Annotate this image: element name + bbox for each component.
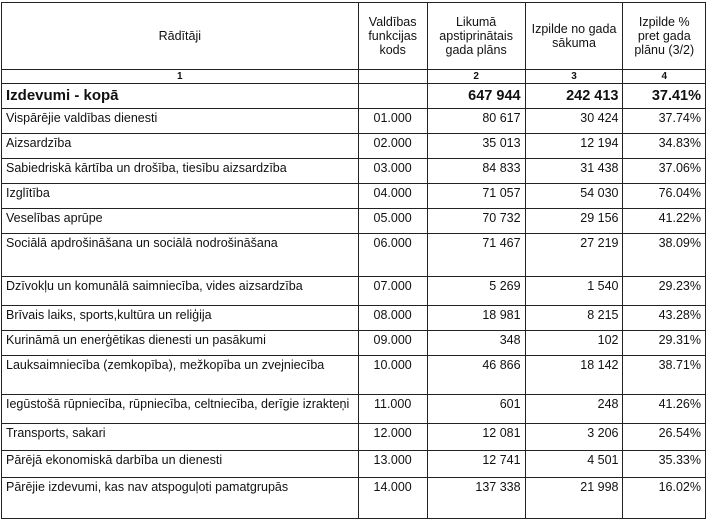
row-code: 12.000 <box>358 424 427 451</box>
row-pct: 34.83% <box>623 134 706 159</box>
row-pct: 38.09% <box>623 234 706 277</box>
row-pct: 16.02% <box>623 478 706 519</box>
col-number-empty <box>358 70 427 84</box>
row-label: Dzīvokļu un komunālā saimniecība, vides aizsardzība <box>2 277 359 306</box>
row-code: 05.000 <box>358 209 427 234</box>
row-code: 11.000 <box>358 395 427 424</box>
row-label: Iegūstošā rūpniecība, rūpniecība, celtniecība, derīgie izrakteņi <box>2 395 359 424</box>
header-row <box>2 3 706 70</box>
row-label: Brīvais laiks, sports,kultūra un reliģija <box>2 306 359 331</box>
total-plan: 647 944 <box>427 84 525 109</box>
row-label: Veselības aprūpe <box>2 209 359 234</box>
row-code: 03.000 <box>358 159 427 184</box>
row-exec: 1 540 <box>525 277 623 306</box>
row-code: 07.000 <box>358 277 427 306</box>
row-pct: 43.28% <box>623 306 706 331</box>
table-row <box>2 109 706 134</box>
row-pct: 29.31% <box>623 331 706 356</box>
row-exec: 27 219 <box>525 234 623 277</box>
row-plan: 5 269 <box>427 277 525 306</box>
expenditure-table <box>1 2 706 519</box>
row-pct: 37.74% <box>623 109 706 134</box>
total-exec: 242 413 <box>525 84 623 109</box>
row-code: 14.000 <box>358 478 427 519</box>
row-plan: 348 <box>427 331 525 356</box>
table-row <box>2 234 706 277</box>
table-row <box>2 159 706 184</box>
col-number-1: 1 <box>2 70 359 84</box>
col-number-2: 2 <box>427 70 525 84</box>
row-label: Izglītība <box>2 184 359 209</box>
table-row <box>2 356 706 395</box>
row-label: Transports, sakari <box>2 424 359 451</box>
header-indicator: Rādītāji <box>2 3 359 70</box>
row-label: Vispārējie valdības dienesti <box>2 109 359 134</box>
row-plan: 18 981 <box>427 306 525 331</box>
header-annual-plan: Likumā apstiprinātais gada plāns <box>427 3 525 70</box>
row-exec: 12 194 <box>525 134 623 159</box>
table-row <box>2 424 706 451</box>
row-plan: 12 741 <box>427 451 525 478</box>
row-exec: 248 <box>525 395 623 424</box>
row-plan: 601 <box>427 395 525 424</box>
row-plan: 137 338 <box>427 478 525 519</box>
row-plan: 80 617 <box>427 109 525 134</box>
total-code <box>358 84 427 109</box>
header-function-code: Valdības funkcijas kods <box>358 3 427 70</box>
row-pct: 37.06% <box>623 159 706 184</box>
table-row <box>2 395 706 424</box>
row-pct: 29.23% <box>623 277 706 306</box>
row-label: Aizsardzība <box>2 134 359 159</box>
table-row <box>2 451 706 478</box>
row-pct: 76.04% <box>623 184 706 209</box>
row-label: Pārējā ekonomiskā darbība un dienesti <box>2 451 359 478</box>
row-plan: 71 057 <box>427 184 525 209</box>
row-plan: 84 833 <box>427 159 525 184</box>
row-exec: 8 215 <box>525 306 623 331</box>
row-label: Kurināmā un enerģētikas dienesti un pasākumi <box>2 331 359 356</box>
row-pct: 38.71% <box>623 356 706 395</box>
row-exec: 31 438 <box>525 159 623 184</box>
row-exec: 54 030 <box>525 184 623 209</box>
total-pct: 37.41% <box>623 84 706 109</box>
row-code: 01.000 <box>358 109 427 134</box>
table-row <box>2 184 706 209</box>
row-code: 09.000 <box>358 331 427 356</box>
row-label: Lauksaimniecība (zemkopība), mežkopība un zvejniecība <box>2 356 359 395</box>
row-code: 10.000 <box>358 356 427 395</box>
row-code: 02.000 <box>358 134 427 159</box>
total-label: Izdevumi - kopā <box>2 84 359 109</box>
row-pct: 26.54% <box>623 424 706 451</box>
header-execution-pct: Izpilde % pret gada plānu (3/2) <box>623 3 706 70</box>
row-exec: 21 998 <box>525 478 623 519</box>
row-label: Sociālā apdrošināšana un sociālā nodrošināšana <box>2 234 359 277</box>
row-exec: 18 142 <box>525 356 623 395</box>
row-code: 06.000 <box>358 234 427 277</box>
table-row <box>2 134 706 159</box>
row-plan: 46 866 <box>427 356 525 395</box>
row-code: 04.000 <box>358 184 427 209</box>
table-row <box>2 331 706 356</box>
row-code: 08.000 <box>358 306 427 331</box>
row-exec: 29 156 <box>525 209 623 234</box>
row-plan: 70 732 <box>427 209 525 234</box>
column-number-row <box>2 70 706 84</box>
col-number-4: 4 <box>623 70 706 84</box>
row-plan: 35 013 <box>427 134 525 159</box>
row-exec: 30 424 <box>525 109 623 134</box>
row-plan: 12 081 <box>427 424 525 451</box>
header-execution: Izpilde no gada sākuma <box>525 3 623 70</box>
row-pct: 41.22% <box>623 209 706 234</box>
row-pct: 41.26% <box>623 395 706 424</box>
row-exec: 3 206 <box>525 424 623 451</box>
table-row <box>2 306 706 331</box>
table-row <box>2 478 706 519</box>
row-exec: 4 501 <box>525 451 623 478</box>
row-plan: 71 467 <box>427 234 525 277</box>
table-row <box>2 277 706 306</box>
total-row <box>2 84 706 109</box>
table-row <box>2 209 706 234</box>
row-label: Sabiedriskā kārtība un drošība, tiesību aizsardzība <box>2 159 359 184</box>
row-code: 13.000 <box>358 451 427 478</box>
row-exec: 102 <box>525 331 623 356</box>
row-pct: 35.33% <box>623 451 706 478</box>
col-number-3: 3 <box>525 70 623 84</box>
row-label: Pārējie izdevumi, kas nav atspoguļoti pamatgrupās <box>2 478 359 519</box>
